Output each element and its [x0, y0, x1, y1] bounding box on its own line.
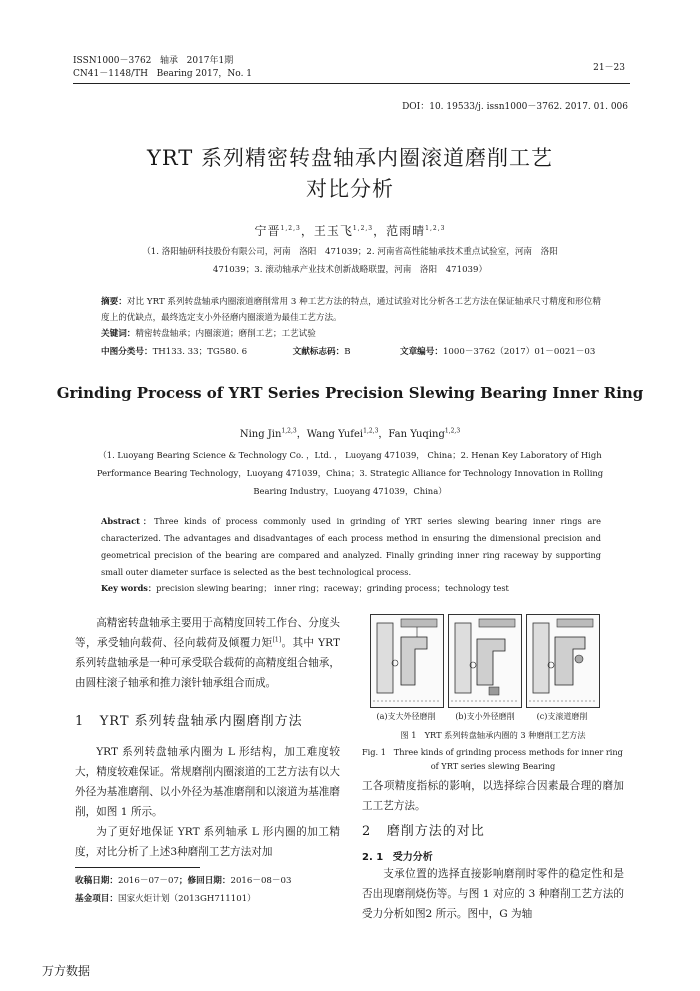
citation-ref: [1]	[272, 636, 282, 644]
keywords-en-label: Key words：	[101, 583, 157, 593]
issue-en: 2017，No. 1	[195, 69, 253, 79]
title-cn-line2: 对比分析	[306, 177, 394, 201]
figure-1a-label: (a)支大外径磨削	[376, 712, 436, 721]
section-2-heading: 2 磨削方法的对比	[362, 824, 485, 839]
affiliation-en: （1. Luoyang Bearing Science & Technology Co. ，Ltd. ， Luoyang 471039， China；2. Henan Key Laboratory of High Performance Bearing Technology，Luoyang 471039，China；3. Strategic Alliance for Technology Innovation in Rolling Bearing Industry，Luoyang 471039，China）	[96, 450, 604, 496]
cn-code: CN41－1148/TH	[73, 69, 149, 79]
authors-cn: 宁晋$^{1,2,3}$，王玉飞$^{1,2,3}$，范雨晴$^{1,2,3}$	[254, 224, 446, 238]
issue-cn: 2017年1期	[186, 56, 234, 66]
keywords-en: Key words：precision slewing bearing； inner ring；raceway；grinding process；technology test	[101, 583, 509, 593]
authors-en: Ning Jin$^{1,2,3}$，Wang Yufei$^{1,2,3}$，Fan Yuqing$^{1,2,3}$	[239, 427, 461, 440]
journal-name-en: Bearing	[156, 69, 193, 79]
right-column-paragraph: 工各项精度指标的影响，以选择综合因素最合理的磨加工工艺方法。	[362, 780, 624, 812]
figure-1-caption-cn: 图 1 YRT 系列转盘轴承内圈的 3 种磨削工艺方法	[400, 730, 586, 740]
intro-paragraph: 高精密转盘轴承主要用于高精度回转工作台、分度头等，承受轴向载荷、径向载荷及倾覆力矩[1]。其中 YRT 系列转盘轴承是一种可承受联合载荷的高精度组合轴承，由圆柱滚子轴承和推力滚针轴承组合而成。	[75, 617, 341, 689]
author-en: Ning Jin	[239, 429, 282, 440]
article-number: 1000－3762（2017）01－0021－03	[442, 347, 596, 357]
document-code: B	[344, 347, 351, 357]
title-cn-line1: YRT 系列精密转盘轴承内圈滚道磨削工艺	[147, 146, 553, 170]
figure-1c-image	[526, 614, 600, 708]
author-cn: 宁晋	[254, 224, 281, 238]
revised-date: 2016－08－03	[230, 876, 292, 886]
section-1-heading: 1 YRT 系列转盘轴承内圈磨削方法	[75, 714, 303, 729]
received-date: 2016－07－07	[117, 876, 179, 886]
figure-1c-label: (c)支滚道磨削	[536, 712, 588, 721]
figure-1b-label: (b)支小外径磨削	[455, 712, 515, 721]
keywords-cn: 关键词：精密转盘轴承；内圈滚道；磨削工艺；工艺试验	[101, 329, 316, 339]
footnote-rule	[75, 867, 200, 868]
keywords-cn-label: 关键词：	[101, 329, 136, 339]
subsection-2-1-heading: 2. 1 受力分析	[362, 852, 433, 863]
author-cn: 王玉飞	[313, 224, 353, 238]
author-en: Fan Yuqing	[388, 429, 445, 440]
affiliation-cn: （1. 洛阳轴研科技股份有限公司，河南 洛阳 471039；2. 河南省高性能轴承技术重点试验室，河南 洛阳 471039；3. 滚动轴承产业技术创新战略联盟，河南 洛阳 471039）	[142, 247, 558, 275]
abstract-en: Abstract：Three kinds of process commonly used in grinding of YRT series slewing bearing inner rings are characterized. The advantages and disadvantages of each process method in ensuring the dimensional precision and geometrical precision of the bearing are compared and analyzed. Finally grinding inner ring raceway by supporting small outer diameter surface is selected as the best technological process.	[101, 516, 601, 577]
fund-project: 国家火炬计划（2013GH711101）	[117, 894, 256, 904]
clc-number: TH133. 33；TG580. 6	[152, 347, 248, 357]
figure-1-caption-en: Fig. 1 Three kinds of grinding process methods for inner ring of YRT series slewing Bearing	[362, 747, 623, 771]
classification-line: 中图分类号：TH133. 33；TG580. 6 文献标志码：B 文章编号：1000－3762（2017）01－0021－03	[101, 347, 596, 357]
figure-1a-image	[370, 614, 444, 708]
journal-header-left	[73, 55, 252, 81]
section-1-para-1: YRT 系列转盘轴承内圈为 L 形结构，加工难度较大，精度较难保证。常规磨削内圈滚道的工艺方法有以大外径为基准磨削、以小外径为基准磨削和以滚道为基准磨削，如图 1 所示。	[75, 746, 340, 818]
issn: ISSN1000－3762	[73, 56, 152, 66]
page-range: 21－23	[593, 63, 625, 73]
section-2-1-para: 支承位置的选择直接影响磨削时零件的稳定性和是否出现磨削烧伤等。与图 1 对应的 3 种磨削工艺方法的受力分析如图2 所示。图中，G 为轴	[362, 868, 624, 920]
doi: DOI：10. 19533/j. issn1000－3762. 2017. 01. 006	[402, 102, 628, 112]
journal-name-cn: 轴承	[160, 56, 179, 66]
author-en: Wang Yufei	[306, 429, 364, 440]
abstract-cn-label: 摘要：	[101, 297, 127, 307]
section-1-para-2: 为了更好地保证 YRT 系列轴承 L 形内圈的加工精度，对比分析了上述3种磨削工艺方法对加	[75, 826, 340, 858]
figure-1b-image	[448, 614, 522, 708]
header-rule	[73, 83, 630, 84]
abstract-en-label: Abstract：	[101, 516, 155, 526]
footnote: 收稿日期：2016－07－07；修回日期：2016－08－03 基金项目：国家火炬计划（2013GH711101）	[75, 876, 292, 904]
watermark: 万方数据	[42, 964, 91, 978]
author-cn: 范雨晴	[386, 224, 426, 238]
abstract-cn: 摘要：对比 YRT 系列转盘轴承内圈滚道磨削常用 3 种工艺方法的特点，通过试验对比分析各工艺方法在保证轴承尺寸精度和形位精度上的优缺点，最终选定支小外径磨内圈滚道为最佳工艺方法。	[101, 297, 601, 323]
title-en: Grinding Process of YRT Series Precision Slewing Bearing Inner Ring	[56, 384, 644, 402]
